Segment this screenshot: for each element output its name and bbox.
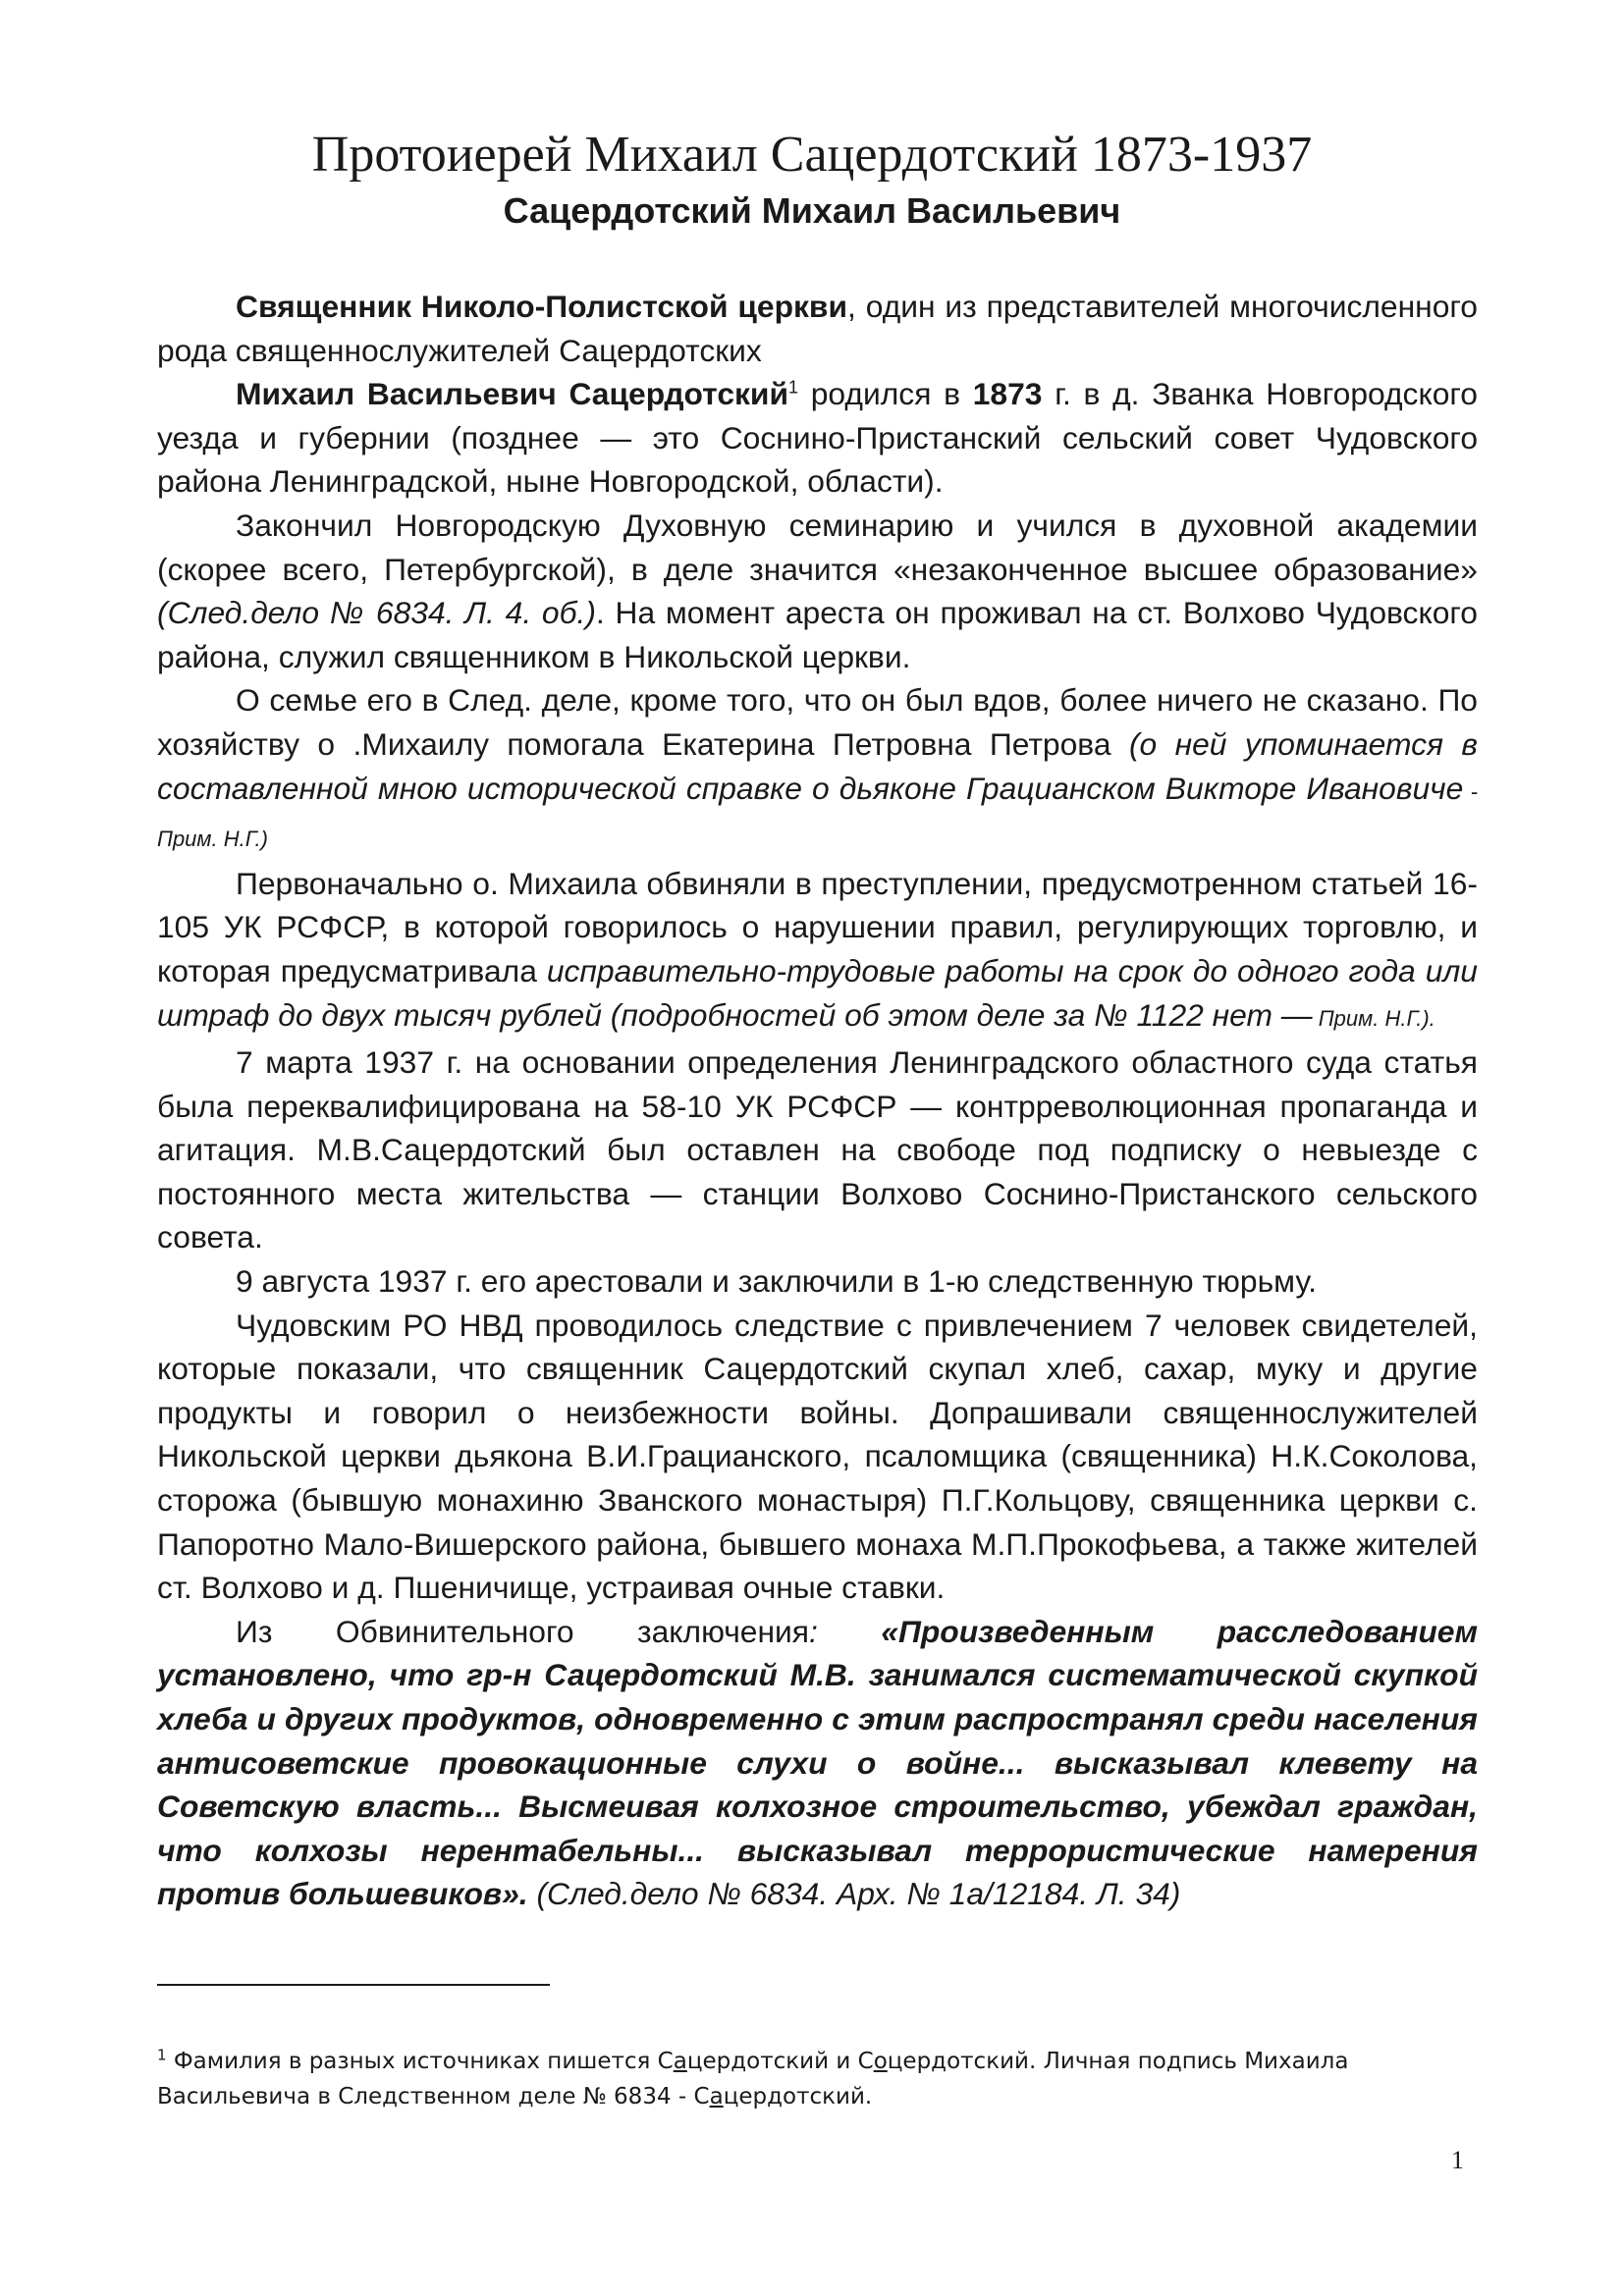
- p9-quote: «Произведенным расследованием установлено, что гр-н Сацердотский М.В. занимался систематической скупкой хлеба и других продуктов, одновременно с этим распространял среди населения антисоветские провокационные слухи о войне... высказывал клевету на Советскую власть... Высмеивая колхозное строительство, убеждал граждан, что колхозы нерентабельны... высказывал террористические намерения против большевиков».: [157, 1613, 1478, 1912]
- p1-rest: , один из представителей многочисленного рода священнослужителей Сацердотских: [157, 289, 1478, 368]
- footnote-text-1: Фамилия в разных источниках пишется С: [166, 2049, 674, 2074]
- paragraph-2: [157, 372, 1478, 504]
- paragraph-9: [157, 1610, 1478, 1916]
- footnote: [157, 2044, 1478, 2114]
- paragraph-1: [157, 285, 1478, 372]
- page-subtitle: Сацердотский Михаил Васильевич: [503, 190, 1121, 231]
- page-title: Протоиерей Михаил Сацердотский 1873-1937: [311, 127, 1313, 183]
- paragraph-3: [157, 504, 1478, 678]
- p4-text-1: О семье его в След. деле, кроме того, что он был вдов, более ничего не сказано. По хозяйству о .Михаилу помогала Екатерина Петровна Петрова: [157, 682, 1478, 762]
- footnote-mark: 1: [157, 2046, 167, 2064]
- p5-italic: исправительно-трудовые работы на срок до одного года или штраф до двух тысяч рублей (подробностей об этом деле за № 1122 нет —: [157, 952, 1478, 1033]
- paragraph-6: 7 марта 1937 г. на основании определения Ленинградского областного суда статья была переквалифицирована на 58-10 УК РСФСР — контрреволюционная пропаганда и агитация. М.В.Сацердотский был оставлен на свободе под подписку о невыезде с постоянного места жительства — станции Волхово Соснино-Пристанского сельского совета.: [157, 1044, 1478, 1255]
- p3-text-2: . На момент ареста он проживал на ст. Волхово Чудовского района, служил священником в Никольской церкви.: [157, 595, 1478, 674]
- paragraph-5: [157, 862, 1478, 1041]
- footnote-underlined-3: а: [709, 2084, 724, 2109]
- p2-year: 1873: [972, 376, 1043, 412]
- paragraph-8: Чудовским РО НВД проводилось следствие с привлечением 7 человек свидетелей, которые показали, что священник Сацердотский скупал хлеб, сахар, муку и другие продукты и говорил о неизбежности войны. Допрашивали священнослужителей Никольской церкви дьякона В.И.Грацианского, псаломщика (священника) Н.К.Соколова, сторожа (бывшую монахиню Званского монастыря) П.Г.Кольцову, священника церкви с. Папоротно Мало-Вишерского района, бывшего монаха М.П.Прокофьева, а также жителей ст. Волхово и д. Пшеничище, устраивая очные ставки.: [157, 1307, 1478, 1606]
- footnote-underlined-1: а: [673, 2049, 687, 2074]
- p9-colon: :: [809, 1613, 882, 1649]
- footnote-text-2: цердотский и С: [686, 2049, 874, 2074]
- p2-text-2: г. в д. Званка Новгородского уезда и губернии (позднее — это Соснино-Пристанский сельский совет Чудовского района Ленинградской, ныне Новгородской, области).: [157, 376, 1478, 500]
- paragraph-4: [157, 678, 1478, 861]
- footnote-text-4: цердотский.: [723, 2084, 873, 2109]
- p4-note: (о ней упоминается в составленной мною исторической справке о дьяконе Грацианском Викторе Ивановиче: [157, 725, 1479, 806]
- p9-reference: (След.дело № 6834. Арх. № 1а/12184. Л. 34): [527, 1876, 1181, 1912]
- footnote-text-3: цердотский. Личная подпись Михаила Васильевича в Следственном деле № 6834 - С: [157, 2049, 1349, 2109]
- footnote-underlined-2: о: [873, 2049, 888, 2074]
- article-body: [157, 285, 1478, 1916]
- footnote-separator: [157, 1984, 550, 1986]
- page-number: 1: [1451, 2146, 1464, 2174]
- p2-text-1: родился в: [798, 376, 973, 412]
- p2-name: Михаил Васильевич Сацердотский: [236, 376, 789, 412]
- p3-text-1: Закончил Новгородскую Духовную семинарию и учился в духовной академии (скорее всего, Петербургской), в деле значится «незаконченное высшее образование»: [157, 507, 1478, 587]
- paragraph-7: 9 августа 1937 г. его арестовали и заключили в 1-ю следственную тюрьму.: [236, 1263, 1317, 1300]
- p5-text-1: Первоначально о. Михаила обвиняли в преступлении, предусмотренном статьей 16-105 УК РСФСР, в которой говорилось о нарушении правил, регулирующих торговлю, и которая предусматривала: [157, 865, 1478, 988]
- p9-text-1: Из Обвинительного заключения: [236, 1613, 810, 1649]
- p1-bold: Священник Николо-Полистской церкви: [236, 289, 848, 324]
- footnote-reference[interactable]: 1: [788, 377, 799, 398]
- p5-note-attribution: Прим. Н.Г.).: [1312, 1005, 1435, 1031]
- p4-note-attribution: - Прим. Н.Г.): [157, 778, 1478, 852]
- p3-reference: (След.дело № 6834. Л. 4. об.): [157, 595, 596, 631]
